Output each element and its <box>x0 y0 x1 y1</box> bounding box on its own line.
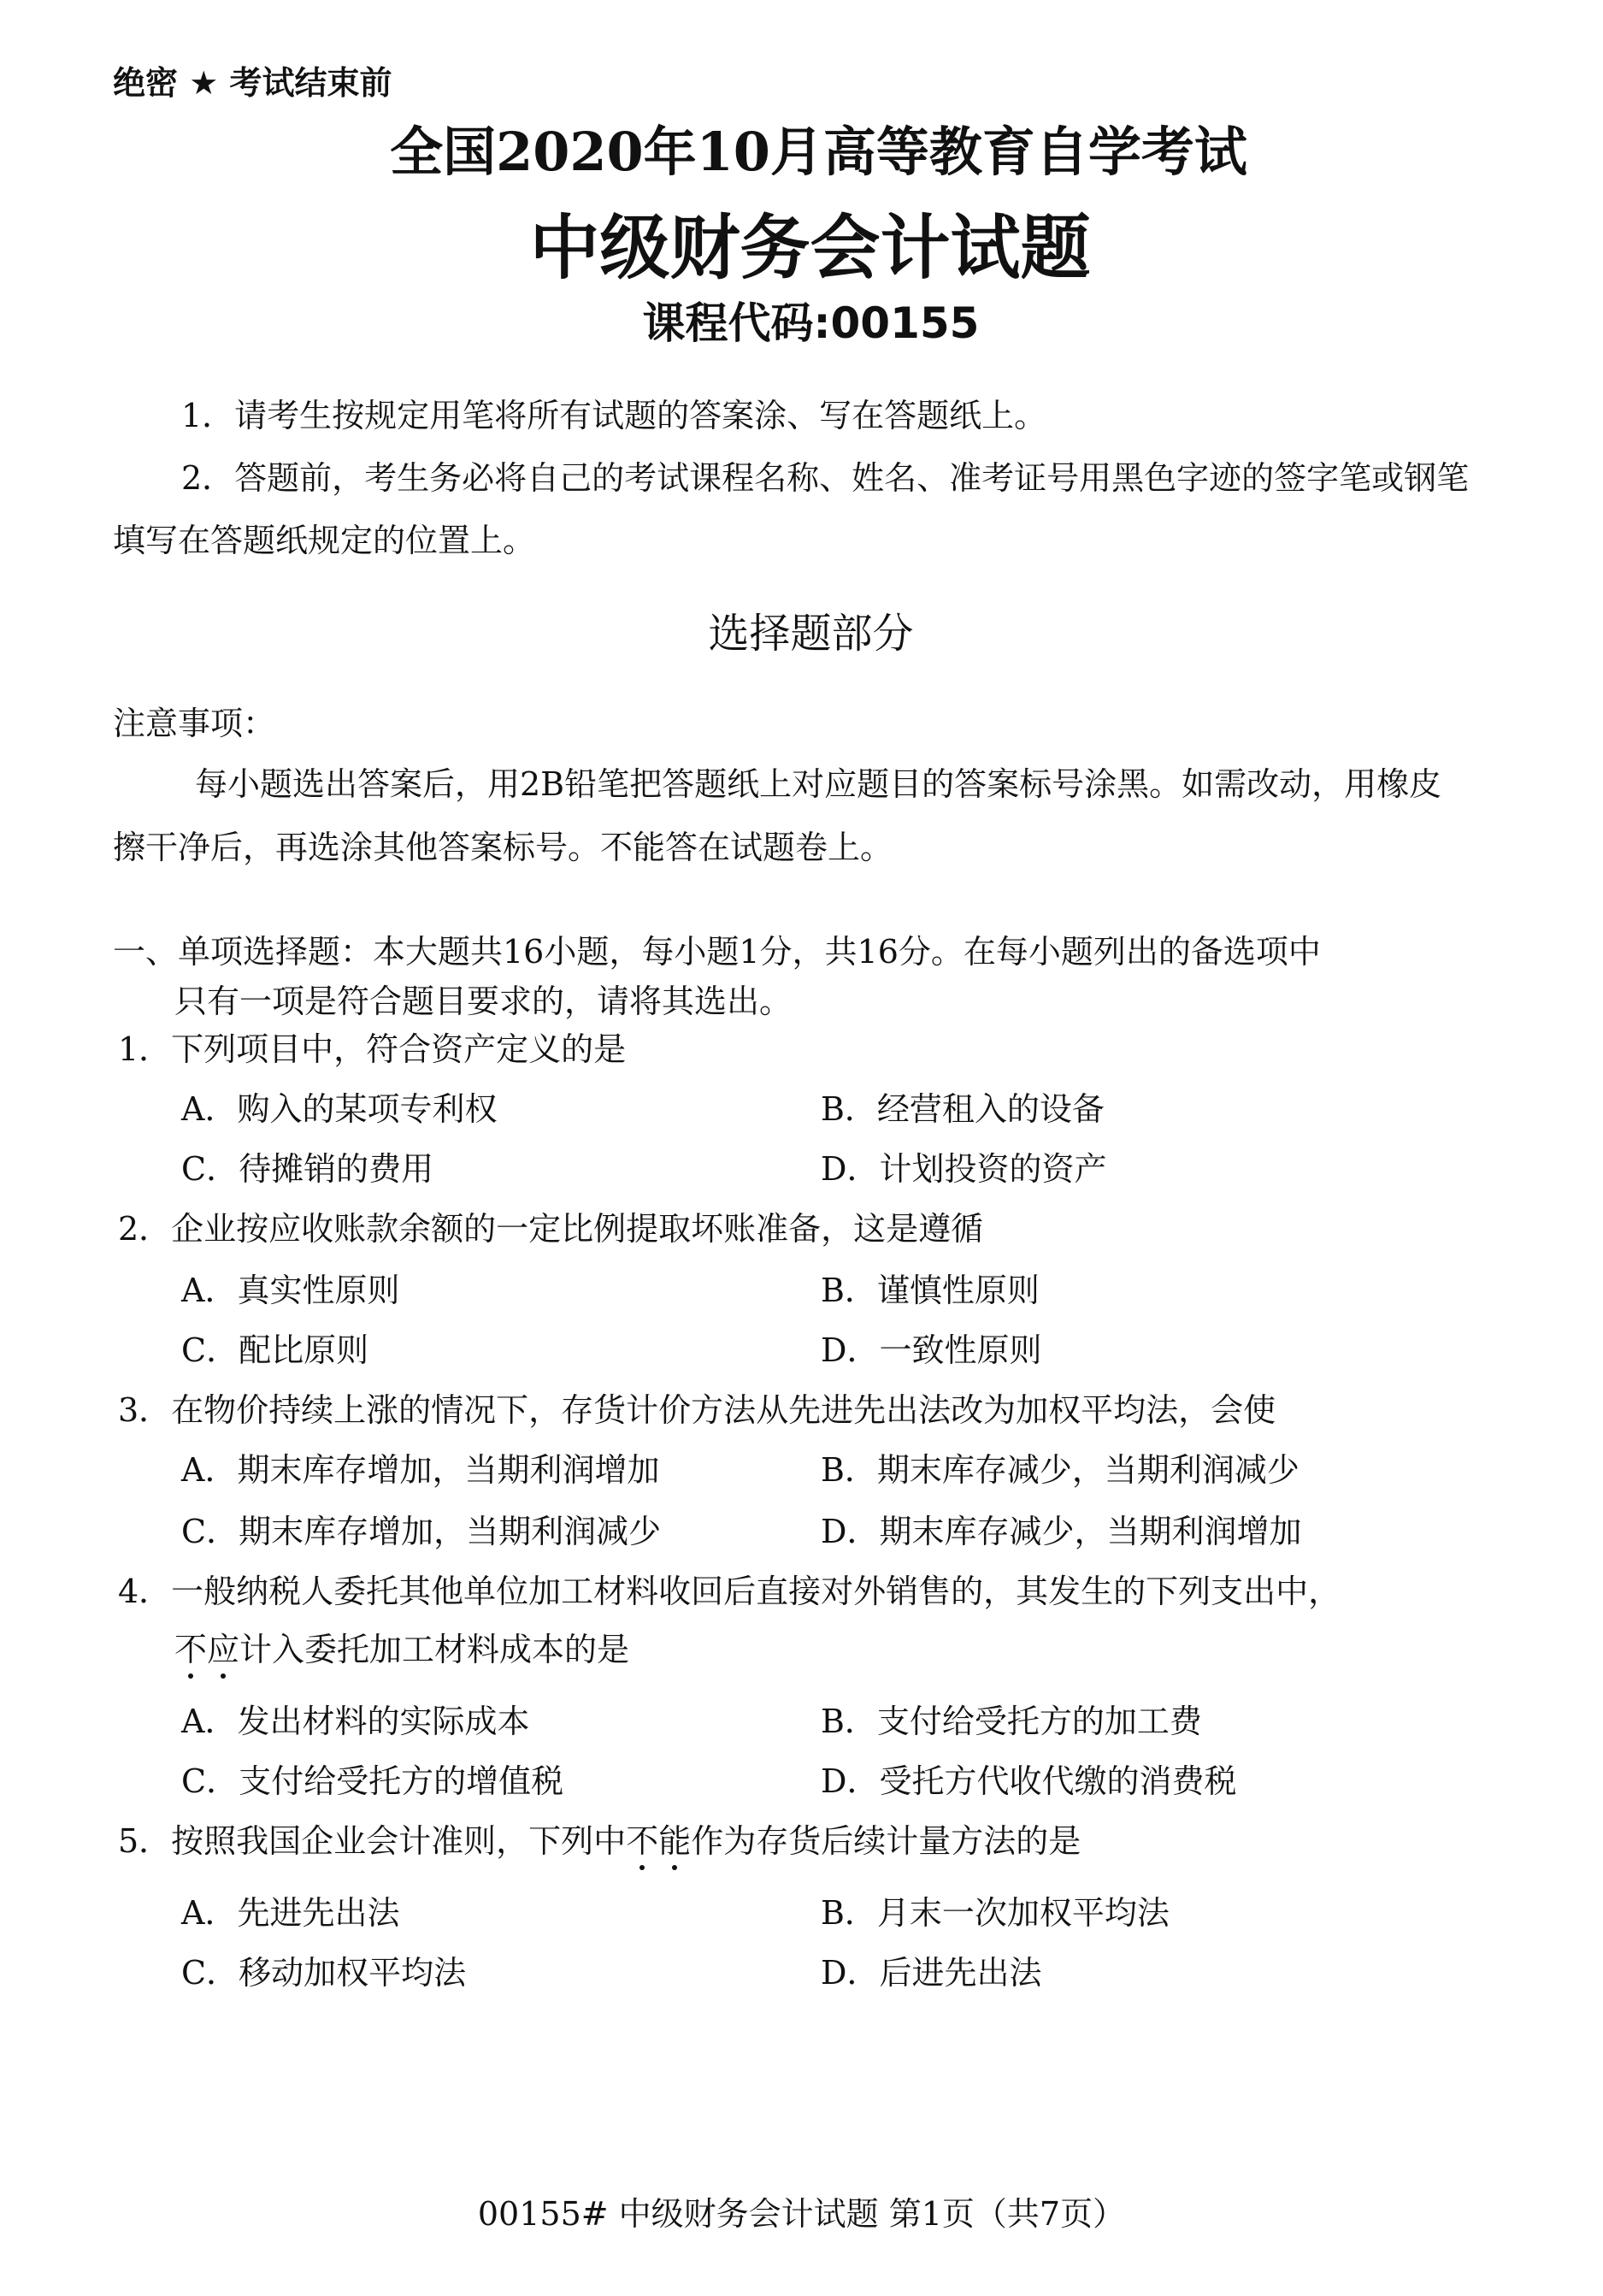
exam-title: 全国2020年10月高等教育自学考试 <box>390 121 1247 183</box>
question-3-option-b: B．期末库存减少，当期利润减少 <box>821 1451 1299 1489</box>
notice-heading: 注意事项： <box>113 705 276 742</box>
question-5-stem-start: 5．按照我国企业会计准则，下列中 <box>118 1822 627 1860</box>
question-1-option-b: B．经营租入的设备 <box>821 1090 1105 1128</box>
question-3-option-a: A．期末库存增加，当期利润增加 <box>181 1451 660 1489</box>
question-2-option-b: B．谨慎性原则 <box>821 1272 1040 1309</box>
section-title: 选择题部分 <box>708 610 914 658</box>
emphasis-char: 不 <box>626 1822 659 1860</box>
question-5-option-c: C．移动加权平均法 <box>181 1954 467 1992</box>
emphasis-char: 能 <box>658 1822 692 1860</box>
question-1-option-a: A．购入的某项专利权 <box>181 1090 498 1128</box>
question-3-option-c: C．期末库存增加，当期利润减少 <box>181 1513 662 1550</box>
confidential-label: 绝密 ★ 考试结束前 <box>113 64 392 102</box>
instruction-item-2-line-2: 填写在答题纸规定的位置上。 <box>113 522 536 559</box>
question-3-stem: 3．在物价持续上涨的情况下，存货计价方法从先进先出法改为加权平均法，会使 <box>118 1391 1276 1429</box>
question-5-option-d: D．后进先出法 <box>821 1954 1042 1992</box>
emphasis-char: 不 <box>174 1631 208 1668</box>
question-1-option-d: D．计划投资的资产 <box>821 1150 1107 1188</box>
question-4-option-a: A．发出材料的实际成本 <box>181 1703 530 1740</box>
question-2-option-d: D．一致性原则 <box>821 1331 1042 1369</box>
question-4-stem: 4．一般纳税人委托其他单位加工材料收回后直接对外销售的，其发生的下列支出中， <box>118 1573 1341 1610</box>
question-5-stem-end: 作为存货后续计量方法的是 <box>691 1822 1081 1860</box>
emphasis-char: 应 <box>207 1631 240 1668</box>
question-2-option-a: A．真实性原则 <box>181 1272 400 1309</box>
question-1-option-c: C．待摊销的费用 <box>181 1150 434 1188</box>
question-2-stem: 2．企业按应收账款余额的一定比例提取坏账准备，这是遵循 <box>118 1210 984 1248</box>
instruction-item-1: 1．请考生按规定用笔将所有试题的答案涂、写在答题纸上。 <box>181 397 1047 434</box>
question-4-option-d: D．受托方代收代缴的消费税 <box>821 1762 1237 1800</box>
question-5-stem <box>118 1815 1081 1862</box>
question-2-option-c: C．配比原则 <box>181 1331 369 1369</box>
notice-line-2: 擦干净后，再选涂其他答案标号。不能答在试题卷上。 <box>113 829 893 866</box>
question-5-option-b: B．月末一次加权平均法 <box>821 1894 1170 1932</box>
part1-heading-line-1: 一、单项选择题：本大题共16小题，每小题1分，共16分。在每小题列出的备选项中 <box>113 933 1321 971</box>
question-5-option-a: A．先进先出法 <box>181 1894 400 1932</box>
question-4-option-b: B．支付给受托方的加工费 <box>821 1703 1202 1740</box>
question-4-option-c: C．支付给受托方的增值税 <box>181 1762 564 1800</box>
course-code: 课程代码:00155 <box>642 298 980 348</box>
question-4-stem-rest: 计入委托加工材料成本的是 <box>239 1631 630 1668</box>
subject-title: 中级财务会计试题 <box>529 208 1091 289</box>
question-1-stem: 1．下列项目中，符合资产定义的是 <box>118 1030 627 1068</box>
question-3-option-d: D．期末库存减少，当期利润增加 <box>821 1513 1302 1550</box>
part1-heading-line-2: 只有一项是符合题目要求的，请将其选出。 <box>174 983 793 1020</box>
question-4-stem-continued <box>174 1623 629 1670</box>
page-footer: 00155# 中级财务会计试题 第1页（共7页） <box>477 2195 1126 2233</box>
instruction-item-2-line-1: 2．答题前，考生务必将自己的考试课程名称、姓名、准考证号用黑色字迹的签字笔或钢笔 <box>181 459 1470 497</box>
notice-line-1: 每小题选出答案后，用2B铅笔把答题纸上对应题目的答案标号涂黑。如需改动，用橡皮 <box>195 765 1442 803</box>
